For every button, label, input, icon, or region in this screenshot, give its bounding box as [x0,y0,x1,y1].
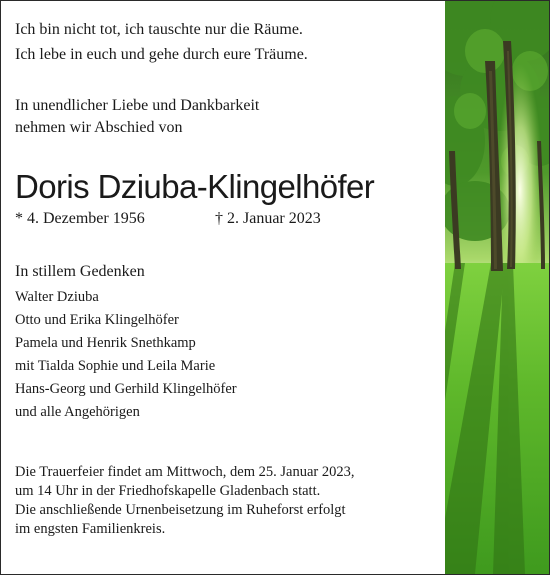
mourner-name: mit Tialda Sophie und Leila Marie [15,358,216,374]
mourner-name: Walter Dziuba [15,289,99,305]
mourner-name: Otto und Erika Klingelhöfer [15,312,179,328]
funeral-line-1: Die Trauerfeier findet am Mittwoch, dem 25. Januar 2023, [15,464,355,480]
deceased-name: Doris Dziuba-Klingelhöfer [15,168,375,205]
mourner-name: und alle Angehörigen [15,404,140,420]
poem-line-2: Ich lebe in euch und gehe durch eure Träume. [15,46,308,63]
poem-line-1: Ich bin nicht tot, ich tauschte nur die Räume. [15,21,303,38]
birth-date: * 4. Dezember 1956 [15,210,145,227]
funeral-line-4: im engsten Familienkreis. [15,521,166,537]
mourner-name: Pamela und Henrik Snethkamp [15,335,196,351]
mourner-name: Hans-Georg und Gerhild Klingelhöfer [15,381,237,397]
text-column [15,1,445,574]
forest-image [445,1,549,574]
death-date: † 2. Januar 2023 [215,210,321,227]
funeral-line-2: um 14 Uhr in der Friedhofskapelle Gladenbach statt. [15,483,321,499]
mourning-heading: In stillem Gedenken [15,263,145,280]
intro-line-1: In unendlicher Liebe und Dankbarkeit [15,97,260,114]
trees-photo [445,1,549,574]
funeral-line-3: Die anschließende Urnenbeisetzung im Ruheforst erfolgt [15,502,346,518]
intro-line-2: nehmen wir Abschied von [15,119,183,136]
